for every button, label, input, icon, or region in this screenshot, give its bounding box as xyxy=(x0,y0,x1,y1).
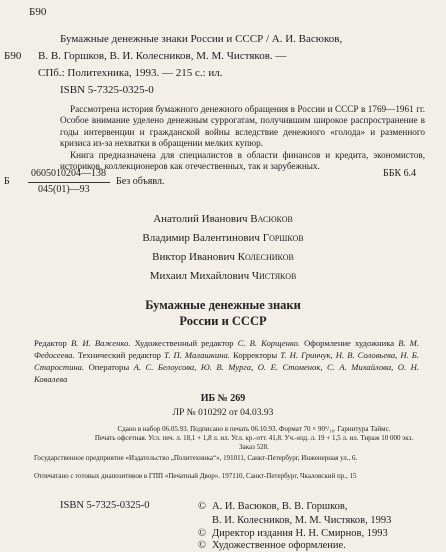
print-line-2: Печать офсетная. Усл. печ. л. 18,1 + 1,8 л. ил. Усл. кр.-отт. 41,8. Уч.-изд. л. 19 + 1,5 л. ил. Тираж 10 000 экз. xyxy=(94,434,414,442)
bottom-isbn: ISBN 5-7325-0325-0 xyxy=(60,500,150,511)
publisher-address: Государственное предприятие «Издательство „Политехника“», 191011, Санкт-Петербург, Инженерная ул., 6. xyxy=(34,454,358,462)
udc-code: Б90 xyxy=(29,6,47,18)
fraction-line xyxy=(28,182,110,183)
editorial-staff: Редактор В. И. Важенко. Художественный редактор С. В. Корщенко. Оформление художника В. М. Федосеева. Технический редактор Т. П. Малашкина. Корректоры Т. Н. Гринчук, Н. В. Соловьева, Н. Б. Старостина. Операторы А. С. Белоусова, Ю. В. Мурга, О. Е. Стоменок, С. А. Михайлова, О. Н. Ковалева xyxy=(34,338,420,384)
author-list xyxy=(0,210,446,286)
bbk-code: ББК 6.4 xyxy=(383,168,417,179)
book-title-line-1: Бумажные денежные знаки xyxy=(145,298,301,312)
copyright-director: © Директор издания Н. Н. Смирнов, 1993 xyxy=(198,528,388,539)
print-line-1: Сдано в набор 06.05.93. Подписано в печать 06.10.93. Формат 70 × 90¹/₁₆. Гарнитура Таймс. xyxy=(117,425,391,433)
copyright-authors-cont: В. И. Колесников, М. М. Чистяков, 1993 xyxy=(212,515,392,526)
citation-line-1: Бумажные денежные знаки России и СССР / А. И. Васюков, xyxy=(60,33,343,45)
printer-address: Отпечатано с готовых диапозитивов в ГПП «Печатный Двор». 197110, Санкт-Петербург, Чкаловский пр., 15 xyxy=(34,472,357,480)
ib-number: ИБ № 269 xyxy=(200,393,246,404)
price-note: Без объявл. xyxy=(116,176,165,187)
author-line: Михаил Михайлович Чистяков xyxy=(149,270,297,282)
author-line: Владимир Валентинович Горшков xyxy=(142,232,304,244)
citation-code: Б90 xyxy=(4,50,22,62)
copyright-icon: © xyxy=(198,528,206,539)
print-line-3: Заказ 528. xyxy=(239,443,269,451)
code-denominator: 045(01)—93 xyxy=(38,184,90,195)
author-line: Виктор Иванович Колесников xyxy=(152,251,294,263)
print-details xyxy=(84,425,424,452)
citation-line-3: СПб.: Политехника, 1993. — 215 с.: ил. xyxy=(38,67,223,79)
book-title xyxy=(0,297,446,329)
copyright-authors: © А. И. Васюков, В. В. Горшков, xyxy=(198,501,348,512)
copyright-design: © Художественное оформление. xyxy=(198,540,346,551)
author-line: Анатолий Иванович Васюков xyxy=(153,213,293,225)
copyright-icon: © xyxy=(198,540,206,551)
annotation-paragraph-1: Рассмотрена история бумажного денежного обращения в России и СССР в 1769—1961 гг. Особое внимание уделено денежным суррогатам, получившим широкое распространение в годы интервенции и гражданской войны вследствие денежного «голода» и разменного кризиса из-за нехватки в обращении мелких купюр. xyxy=(60,104,425,149)
book-title-line-2: России и СССР xyxy=(179,314,267,328)
citation-line-2: В. В. Горшков, В. И. Колесников, М. М. Чистяков. — xyxy=(38,50,287,62)
code-letter: Б xyxy=(4,176,10,187)
citation-isbn: ISBN 5-7325-0325-0 xyxy=(60,84,154,96)
annotation xyxy=(60,104,425,172)
license-number: ЛР № 010292 от 04.03.93 xyxy=(172,408,274,418)
copyright-icon: © xyxy=(198,501,206,512)
annotation-paragraph-2: Книга предназначена для специалистов в области финансов и кредита, экономистов, историков, коллекционеров как отечественных, так и зарубежных. xyxy=(60,149,425,172)
code-numerator: 0605010204—138 xyxy=(31,168,106,179)
